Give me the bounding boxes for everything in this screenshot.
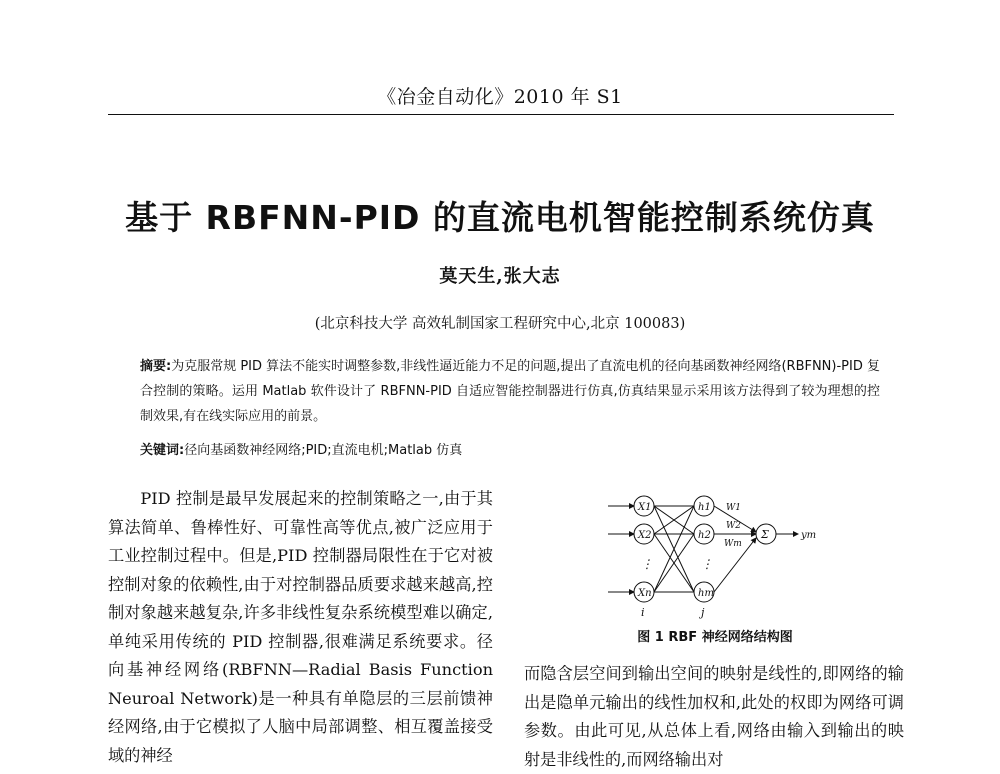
hidden-ellipsis: ⋮ bbox=[701, 557, 713, 571]
layer-label-j: j bbox=[701, 606, 705, 619]
output-label: ym bbox=[801, 530, 817, 541]
header-rule bbox=[108, 114, 894, 115]
body-text-left: PID 控制是最早发展起来的控制策略之一,由于其算法简单、鲁棒性好、可靠性高等优点,被广泛应用于工业控制过程中。但是,PID 控制器局限性在于它对被控制对象的依赖性,由于对控制器品质要求越来越高,控制对象越来越复杂,许多非线性复杂系统模型难以确定,单纯采用传统的 PID 控制器,很难满足系统要求。径向基神经网络(RBFNN—Radial Basis Function Neuroal Network)是一种具有单隐层的三层前馈神经网络,由于它模拟了人脑中局部调整、相互覆盖接受域的神经 bbox=[108, 489, 493, 765]
input-label-n: Xn bbox=[638, 588, 652, 599]
keywords-label: 关键词: bbox=[140, 443, 185, 458]
abstract-text: 为克服常规 PID 算法不能实时调整参数,非线性逼近能力不足的问题,提出了直流电机的径向基函数神经网络(RBFNN)-PID 复合控制的策略。运用 Matlab 软件设计了 RBFNN-PID 自适应智能控制器进行仿真,仿真结果显示采用该方法得到了较为理想的控制效果,有在线实际应用的前景。 bbox=[140, 359, 880, 424]
abstract bbox=[140, 354, 880, 429]
journal-header: 《冶金自动化》2010 年 S1 bbox=[377, 86, 623, 108]
abstract-label: 摘要: bbox=[140, 359, 172, 374]
body-text-right: 而隐含层空间到输出空间的映射是线性的,即网络的输出是隐单元输出的线性加权和,此处的权即为网络可调参数。由此可见,从总体上看,网络由输入到输出的映射是非线性的,而网络输出对 bbox=[524, 664, 904, 769]
affiliation: (北京科技大学 高效轧制国家工程研究中心,北京 100083) bbox=[314, 316, 686, 332]
hidden-label-2: h2 bbox=[698, 530, 711, 541]
hidden-label-m: hm bbox=[698, 588, 714, 599]
input-ellipsis: ⋮ bbox=[641, 557, 653, 571]
rbf-network-diagram bbox=[598, 488, 828, 628]
figure-caption: 图 1 RBF 神经网络结构图 bbox=[637, 630, 793, 645]
hidden-label-1: h1 bbox=[698, 502, 711, 513]
authors: 莫天生,张大志 bbox=[439, 266, 561, 287]
weight-label-m: Wm bbox=[724, 539, 742, 549]
input-label-2: X2 bbox=[638, 530, 652, 541]
input-label-1: X1 bbox=[638, 502, 652, 513]
layer-label-i: i bbox=[641, 606, 645, 619]
weight-label-1: W1 bbox=[726, 503, 741, 513]
sum-symbol: Σ bbox=[761, 528, 769, 541]
paper-title: 基于 RBFNN-PID 的直流电机智能控制系统仿真 bbox=[125, 198, 875, 237]
weight-label-2: W2 bbox=[726, 521, 741, 531]
rbf-network-figure bbox=[598, 488, 828, 628]
keywords bbox=[140, 440, 880, 462]
keywords-text: 径向基函数神经网络;PID;直流电机;Matlab 仿真 bbox=[184, 443, 463, 458]
